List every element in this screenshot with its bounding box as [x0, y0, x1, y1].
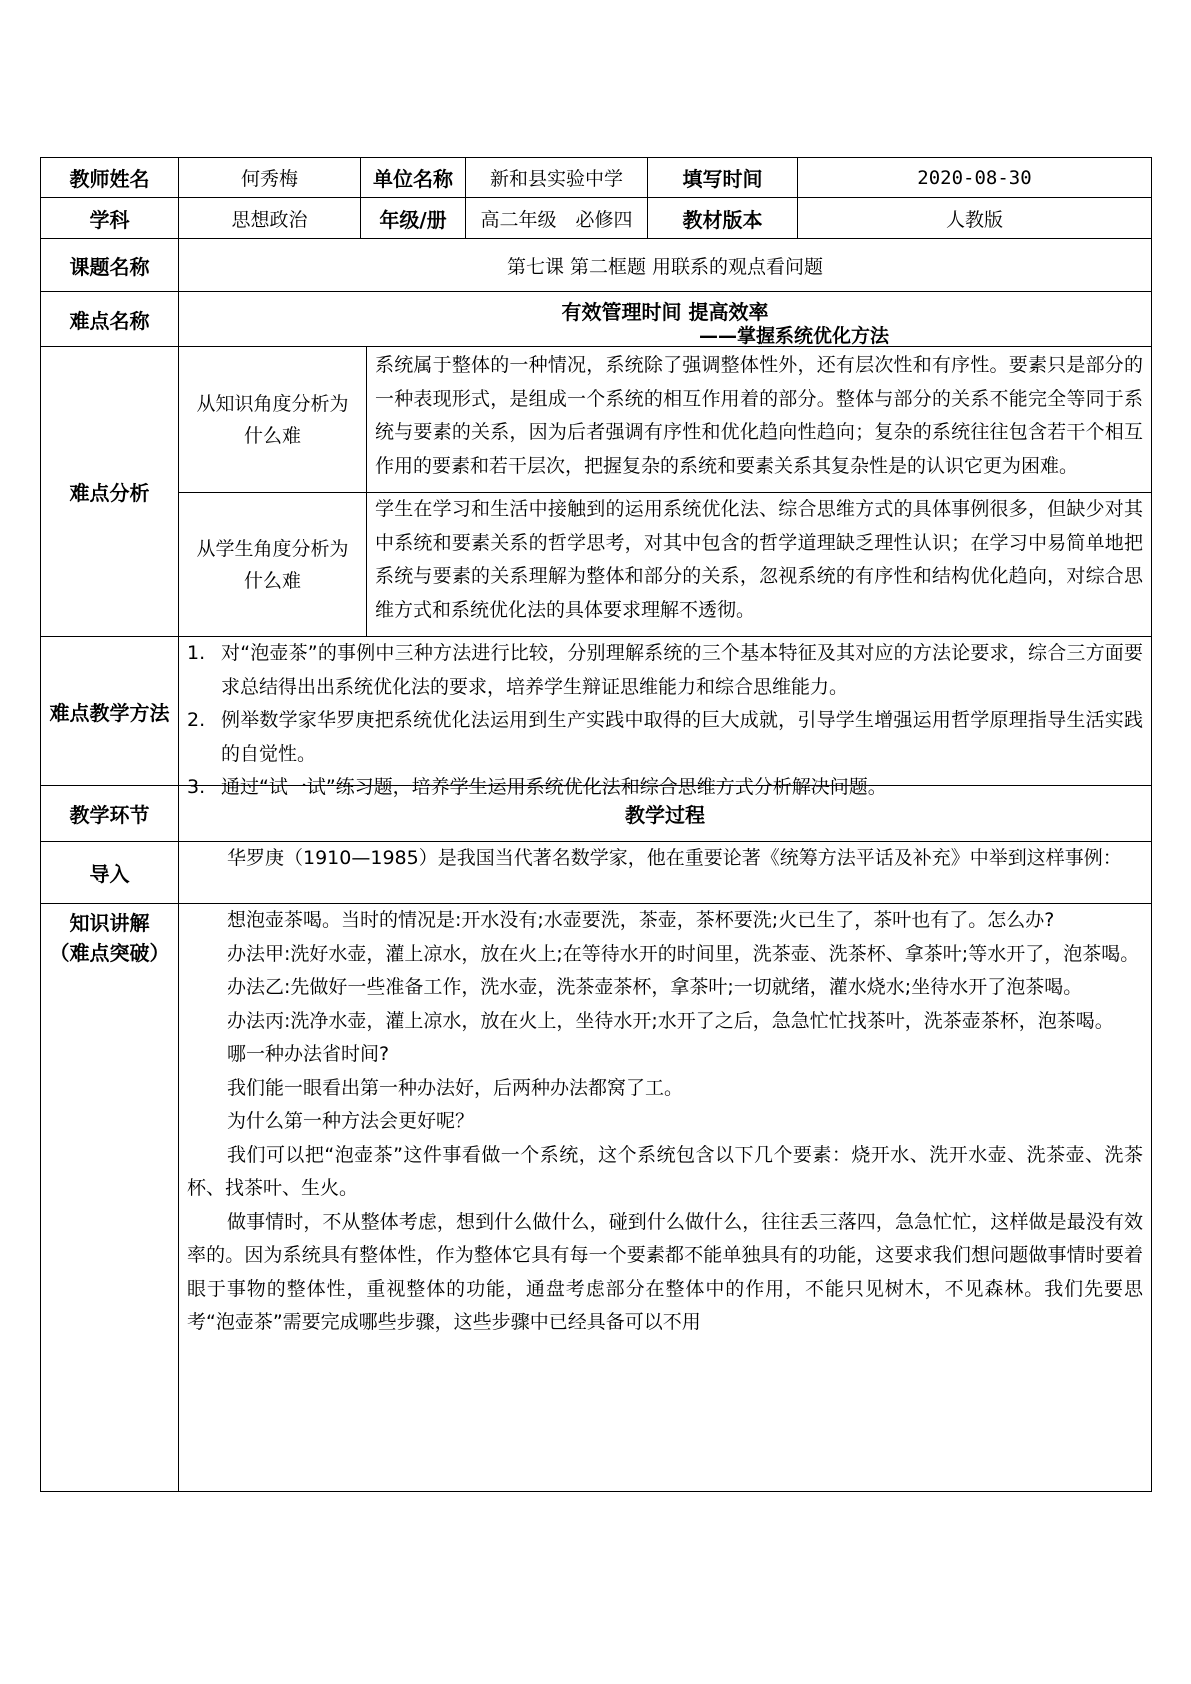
knowledge-angle-label: 从知识角度分析为什么难 — [178, 346, 367, 493]
difficulty-analysis-label: 难点分析 — [40, 346, 179, 637]
method-text: 对“泡壶茶”的事例中三种方法进行比较，分别理解系统的三个基本特征及其对应的方法论要求，综合三方面要求总结得出出系统优化法的要求，培养学生辩证思维能力和综合思维能力。 — [221, 642, 1143, 698]
fill-date-value: 2020-08-30 — [797, 157, 1152, 198]
student-angle-label: 从学生角度分析为什么难 — [178, 492, 367, 637]
teaching-methods-list — [181, 637, 1143, 805]
lecture-paragraph: 哪一种办法省时间? — [227, 1043, 390, 1065]
lecture-paragraph: 想泡壶茶喝。当时的情况是:开水没有;水壶要洗，茶壶，茶杯要洗;火已生了，茶叶也有了。怎么办? — [227, 909, 1055, 931]
lecture-paragraph: 为什么第一种方法会更好呢？ — [227, 1110, 475, 1132]
method-text: 通过“试一试”练习题，培养学生运用系统优化法和综合思维方式分析解决问题。 — [221, 776, 887, 798]
lecture-paragraph: 办法甲:洗好水壶，灌上凉水，放在火上;在等待水开的时间里，洗茶壶、洗茶杯、拿茶叶;等水开了，泡茶喝。 — [227, 942, 1140, 965]
teaching-process-header: 教学过程 — [178, 785, 1152, 842]
lecture-paragraph: 办法乙:先做好一些准备工作，洗水壶，洗茶壶茶杯，拿茶叶;一切就绪，灌水烧水;坐待水开了泡茶喝。 — [227, 976, 1083, 998]
grade-value: 高二年级 必修四 — [465, 197, 648, 239]
lecture-paragraph: 我们可以把“泡壶茶”这件事看做一个系统，这个系统包含以下几个要素：烧开水、洗开水壶、洗茶壶、洗茶杯、找茶叶、生火。 — [187, 1143, 1143, 1199]
method-item — [181, 704, 1143, 771]
difficulty-name-label: 难点名称 — [40, 291, 179, 347]
intro-text: 华罗庚（1910—1985）是我国当代著名数学家，他在重要论著《统筹方法平话及补充》中举到这样事例： — [178, 841, 1152, 904]
topic-value: 第七课 第二框题 用联系的观点看问题 — [178, 238, 1152, 292]
teacher-name-label: 教师姓名 — [40, 157, 179, 198]
lecture-label-line2: （难点突破） — [49, 941, 170, 965]
difficulty-subtitle: ——掌握系统优化方法 — [699, 325, 890, 347]
lecture-content — [178, 903, 1152, 1492]
subject-label: 学科 — [40, 197, 179, 239]
subject-value: 思想政治 — [178, 197, 361, 239]
lecture-paragraph: 做事情时，不从整体考虑，想到什么做什么，碰到什么做什么，往往丢三落四，急急忙忙，这样做是最没有效率的。因为系统具有整体性，作为整体它具有每一个要素都不能单独具有的功能，这要求我们想问题做事情时要着眼于事物的整体性，重视整体的功能，通盘考虑部分在整体中的作用，不能只见树木，不见森林。我们先要思考“泡壶茶”需要完成哪些步骤，这些步骤中已经具备可以不用 — [187, 1210, 1143, 1333]
teaching-methods-cell — [178, 636, 1152, 798]
knowledge-angle-text: 系统属于整体的一种情况，系统除了强调整体性外，还有层次性和有序性。要素只是部分的一种表现形式，是组成一个系统的相互作用着的部分。整体与部分的关系不能完全等同于系统与要素的关系，因为后者强调有序性和优化趋向性趋向；复杂的系统往往包含若干个相互作用的要素和若干层次，把握复杂的系统和要素关系其复杂性是的认识它更为困难。 — [366, 346, 1152, 493]
lecture-label-line1: 知识讲解 — [69, 911, 150, 935]
fill-date-label: 填写时间 — [647, 157, 798, 198]
lecture-paragraph: 我们能一眼看出第一种办法好，后两种办法都窝了工。 — [227, 1076, 684, 1099]
method-number: 3. — [187, 776, 206, 798]
lesson-plan-table — [40, 157, 1152, 1492]
edition-label: 教材版本 — [647, 197, 798, 239]
intro-label: 导入 — [40, 841, 179, 904]
method-text: 例举数学家华罗庚把系统优化法运用到生产实践中取得的巨大成就，引导学生增强运用哲学原理指导生活实践的自觉性。 — [221, 709, 1143, 765]
teaching-methods-label: 难点教学方法 — [40, 636, 179, 786]
unit-name-value: 新和县实验中学 — [465, 157, 648, 198]
method-item — [181, 637, 1143, 704]
difficulty-title: 有效管理时间 提高效率 — [561, 300, 769, 324]
grade-label: 年级/册 — [360, 197, 466, 239]
student-angle-text: 学生在学习和生活中接触到的运用系统优化法、综合思维方式的具体事例很多，但缺少对其中系统和要素关系的哲学思考，对其中包含的哲学道理缺乏理性认识；在学习中易简单地把系统与要素的关系理解为整体和部分的关系，忽视系统的有序性和结构优化趋向，对综合思维方式和系统优化法的具体要求理解不透彻。 — [366, 492, 1152, 637]
method-number: 2. — [187, 709, 206, 731]
teaching-stage-header: 教学环节 — [40, 785, 179, 842]
lecture-label — [40, 903, 179, 1492]
edition-value: 人教版 — [797, 197, 1152, 239]
lecture-paragraph: 办法丙:洗净水壶，灌上凉水，放在火上，坐待水开;水开了之后，急急忙忙找茶叶，洗茶壶茶杯，泡茶喝。 — [227, 1009, 1114, 1032]
difficulty-name-cell — [178, 291, 1152, 347]
topic-label: 课题名称 — [40, 238, 179, 292]
method-number: 1. — [187, 642, 206, 664]
unit-name-label: 单位名称 — [360, 157, 466, 198]
teacher-name-value: 何秀梅 — [178, 157, 361, 198]
